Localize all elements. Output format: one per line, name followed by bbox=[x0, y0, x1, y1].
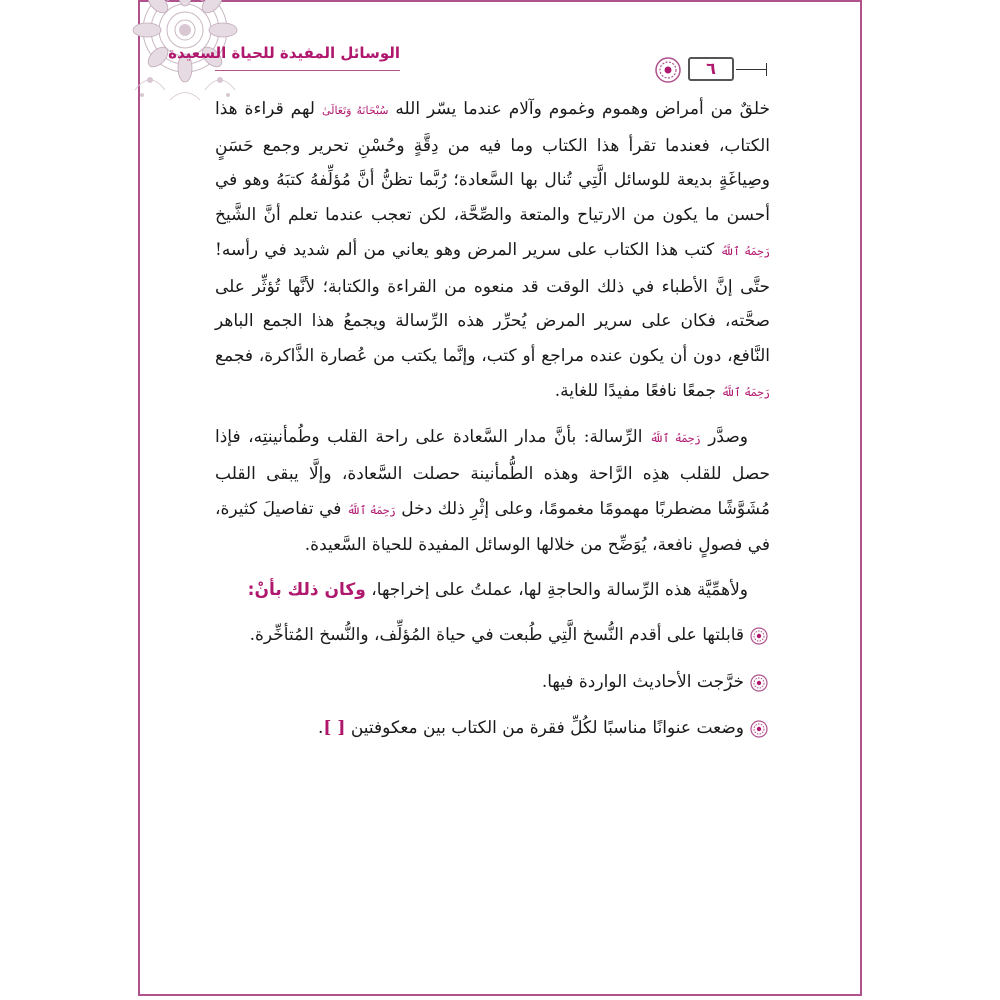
page-number-rule-tick bbox=[766, 63, 767, 76]
bullet-list bbox=[215, 618, 770, 746]
list-item-text: قابلتها على أقدم النُّسخ الَّتِي طُبعت في حياة المُؤلِّف، والنُّسخ المُتأخِّرة. bbox=[249, 624, 744, 645]
final-period: . bbox=[318, 718, 324, 739]
flower-bullet-icon bbox=[750, 674, 768, 692]
highlighted-phrase: وكان ذلك بأنْ: bbox=[247, 580, 366, 601]
page-number-rule bbox=[736, 69, 766, 70]
list-item bbox=[215, 711, 770, 746]
flower-bullet-icon bbox=[750, 720, 768, 738]
honorific-glyph: رَحِمَهُ ٱللَّهُ bbox=[649, 432, 701, 446]
list-item bbox=[215, 665, 770, 700]
text-run: لهم قراءة هذا الكتاب، فعندما تقرأ هذا الكتاب وما فيه من دِقَّةٍ وحُسْنِ تحرير وجمع حَسَنٍ وصِياغَةٍ بديعة للوسائل الَّتِي تُنال بها السَّعادة؛ رُبَّما تظنُّ أنَّ مُؤلِّفهُ كتبَهُ وهو في أحسن ما يكون من الارتياح والمتعة والصِّحَّة، لكن تعجب عندما تعلم أنَّ الشَّيخ bbox=[215, 99, 770, 226]
honorific-glyph: رَحِمَهُ ٱللَّهُ bbox=[720, 244, 770, 258]
honorific-glyph: سُبْحَانَهُ وَتَعَالَىٰ bbox=[321, 104, 389, 117]
list-item bbox=[215, 618, 770, 653]
text-run: الرِّسالة: بأنَّ مدار السَّعادة على راحة القلب وطُمأنينتِه، فإذا حصل للقلب هذِه الرَّاحة وهذه الطُّمأنينة حصلت السَّعادة، وإلَّا يبقى القلب مُشَوَّشًا مضطربًا مهمومًا مغمومًا، وعلى إثْرِ ذلك دخل bbox=[215, 427, 770, 519]
list-item-text: خرَّجت الأحاديث الواردة فيها. bbox=[541, 671, 744, 692]
paragraph-3 bbox=[215, 573, 770, 608]
paragraph-2 bbox=[215, 420, 770, 563]
paragraph-1 bbox=[215, 92, 770, 410]
running-header-title: الوسائل المفيدة للحياة السعيدة bbox=[168, 44, 400, 62]
flower-bullet-icon bbox=[750, 627, 768, 645]
text-run: وصدَّر bbox=[700, 427, 748, 448]
flower-ornament-icon bbox=[654, 56, 682, 84]
text-run: في تفاصيلَ كثيرة، في فصولٍ نافعة، يُوَضِّح من خلالها الوسائل المفيدة للحياة السَّعيدة. bbox=[215, 498, 770, 556]
page-body bbox=[215, 92, 770, 758]
text-run: كتب هذا الكتاب على سرير المرض وهو يعاني من ألم شديد في رأسه! حتَّى إنَّ الأطباء في ذلك الوقت قد منعوه من القراءة والكتابة؛ لأنَّها تُؤثِّر على صحَّته، فكان على سرير المرض يُحرِّر هذه الرِّسالة ويجمعُ هذا الجمع الباهر النَّافع، دون أن يكون عنده مراجع أو كتب، وإنَّما يكتب من عُصارة الذَّاكرة، فجمع bbox=[215, 239, 770, 366]
honorific-glyph: رَحِمَهُ ٱللَّهُ bbox=[346, 503, 396, 517]
text-run: جمعًا نافعًا مفيدًا للغاية. bbox=[554, 380, 722, 401]
header-rule bbox=[215, 70, 400, 71]
text-run: ولأهمِّيَّة هذه الرِّسالة والحاجةِ لها، عملتُ على إخراجها، bbox=[365, 580, 748, 601]
list-item-text: وضعت عنوانًا مناسبًا لكُلِّ فقرة من الكتاب بين معكوفتين bbox=[350, 718, 744, 739]
page-number: ٦ bbox=[688, 57, 734, 81]
honorific-glyph: رَحِمَهُ ٱللَّهُ bbox=[721, 385, 770, 399]
square-brackets: [ ] bbox=[323, 718, 346, 739]
text-run: خلقٌ من أمراض وهموم وغموم وآلام عندما يسّر الله bbox=[388, 99, 770, 119]
